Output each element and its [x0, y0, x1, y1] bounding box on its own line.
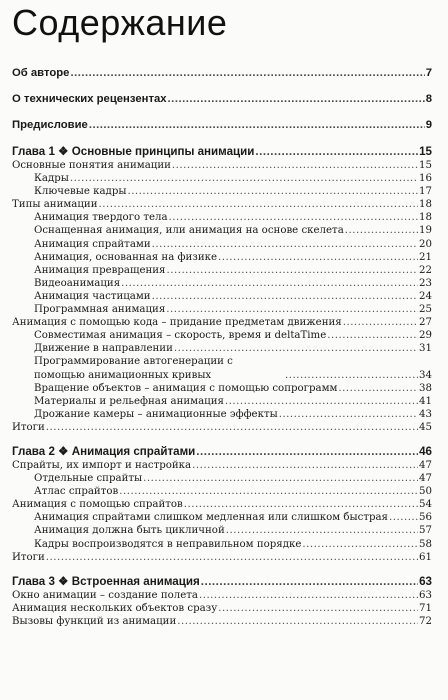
- entry-page: 63: [419, 589, 432, 601]
- dot-leader: [345, 224, 418, 237]
- toc-subentry: [12, 395, 432, 408]
- entry-title: Анимация спрайтами слишком медленная или слишком быстрая: [34, 512, 388, 524]
- toc-subentry: [12, 251, 432, 264]
- entry-title: Видеоанимация: [34, 277, 121, 289]
- toc-subentry: [12, 172, 432, 185]
- entry-page: 50: [419, 486, 432, 498]
- toc-subentry: [12, 224, 432, 237]
- toc-subentry: [12, 329, 432, 342]
- entry-page: 29: [419, 330, 432, 342]
- entry-title: Материалы и рельефная анимация: [34, 395, 224, 407]
- entry-title: Вращение объектов – анимация с помощью сопрограмм: [34, 382, 338, 394]
- entry-title: Кадры воспроизводятся в неправильном порядке: [34, 538, 302, 550]
- entry-page: 72: [419, 615, 432, 627]
- dot-leader: [389, 511, 418, 524]
- toc-entry: [12, 316, 432, 329]
- entry-title: Анимация превращения: [34, 264, 166, 276]
- dot-leader: [192, 459, 418, 472]
- chapter-section: [12, 574, 432, 628]
- dot-leader: [46, 421, 418, 434]
- entry-page: 71: [419, 602, 432, 614]
- dot-leader: [201, 574, 418, 589]
- entry-title: Вызовы функций из анимации: [12, 615, 177, 627]
- table-of-contents: [12, 66, 432, 628]
- entry-page: 22: [419, 264, 432, 276]
- entry-title: Программная анимация: [34, 304, 166, 316]
- dot-leader: [196, 444, 418, 459]
- toc-subentry: [12, 342, 432, 355]
- entry-page: 24: [419, 290, 432, 302]
- entry-page: 17: [419, 186, 432, 198]
- dot-leader: [89, 118, 425, 132]
- toc-subentry: [12, 211, 432, 224]
- chapter-title: Глава 1 ❖ Основные принципы анимации: [12, 145, 255, 158]
- toc-entry: [12, 198, 432, 211]
- entry-page: 27: [419, 317, 432, 329]
- dot-leader: [143, 472, 418, 485]
- entry-title: Анимация нескольких объектов сразу: [12, 602, 218, 614]
- dot-leader: [343, 316, 418, 329]
- dot-leader: [127, 185, 418, 198]
- dot-leader: [199, 589, 418, 602]
- toc-subentry: [12, 238, 432, 251]
- entry-page: 9: [425, 119, 432, 131]
- toc-front-entry: [12, 66, 432, 80]
- toc-entry: [12, 459, 432, 472]
- entry-page: 38: [419, 382, 432, 394]
- entry-page: 54: [419, 499, 432, 511]
- dot-leader: [166, 264, 418, 277]
- chapter-list: [12, 144, 432, 628]
- dot-leader: [338, 382, 418, 395]
- entry-page: 18: [419, 212, 432, 224]
- entry-title: Типы анимации: [12, 199, 98, 211]
- toc-subentry: [12, 538, 432, 551]
- entry-title: Анимация частицами: [34, 290, 151, 302]
- chapter-title: Глава 3 ❖ Встроенная анимация: [12, 574, 200, 588]
- toc-subentry: [12, 290, 432, 303]
- page-title: Содержание: [12, 2, 228, 43]
- dot-leader: [70, 66, 424, 80]
- entry-page: 47: [419, 459, 432, 471]
- toc-subentry: [12, 303, 432, 316]
- entry-page: 47: [419, 473, 432, 485]
- entry-title: Анимация должна быть цикличной: [34, 525, 225, 537]
- entry-title: Об авторе: [12, 67, 70, 79]
- dot-leader: [225, 395, 418, 408]
- toc-entry: [12, 615, 432, 628]
- entry-page: 43: [419, 408, 432, 420]
- entry-page: 45: [419, 421, 432, 433]
- chapter-section: [12, 144, 432, 434]
- dot-leader: [46, 551, 418, 564]
- entry-page: 61: [419, 551, 432, 563]
- chapter-heading: [12, 444, 432, 459]
- toc-subentry: [12, 511, 432, 524]
- entry-page: 15: [419, 160, 432, 171]
- dot-leader: [184, 498, 418, 511]
- chapter-page: 46: [419, 444, 432, 458]
- entry-title: Оснащенная анимация, или анимация на основе скелета: [34, 225, 344, 237]
- entry-title: Программирование автогенерации с помощью анимационных кривых: [34, 356, 233, 381]
- dot-leader: [174, 342, 418, 355]
- entry-page: 18: [419, 199, 432, 211]
- dot-leader: [166, 303, 418, 316]
- entry-title: Окно анимации – создание полета: [12, 589, 198, 601]
- toc-subentry: [12, 472, 432, 485]
- entry-title: Анимация твердого тела: [34, 212, 168, 224]
- entry-page: 25: [419, 304, 432, 316]
- dot-leader: [218, 602, 418, 615]
- toc-subentry: [12, 264, 432, 277]
- entry-title: Анимация с помощью кода – придание предметам движения: [12, 317, 342, 329]
- toc-subentry: [12, 382, 432, 395]
- chapter-heading: [12, 574, 432, 589]
- dot-leader: [218, 251, 418, 264]
- entry-page: 20: [419, 238, 432, 250]
- entry-title: Спрайты, их импорт и настройка: [12, 459, 192, 471]
- entry-page: 23: [419, 277, 432, 289]
- dot-leader: [226, 524, 418, 537]
- entry-page: 57: [419, 525, 432, 537]
- entry-title: Анимация, основанная на физике: [34, 251, 218, 263]
- dot-leader: [70, 172, 418, 185]
- entry-page: 56: [419, 512, 432, 524]
- dot-leader: [152, 238, 418, 251]
- chapter-section: [12, 444, 432, 564]
- entry-page: 19: [419, 225, 432, 237]
- entry-title: Отдельные спрайты: [34, 473, 143, 485]
- entry-title: Итоги: [12, 421, 45, 433]
- toc-subentry: [12, 185, 432, 198]
- entry-title: Анимация с помощью спрайтов: [12, 499, 183, 511]
- toc-subentry: [12, 524, 432, 537]
- dot-leader: [302, 538, 418, 551]
- chapter-title: Глава 2 ❖ Анимация спрайтами: [12, 444, 196, 458]
- entry-title: Итоги: [12, 551, 45, 563]
- toc-subentry: [12, 277, 432, 290]
- toc-subentry: [12, 485, 432, 498]
- entry-title: Анимация спрайтами: [34, 238, 151, 250]
- dot-leader: [172, 159, 418, 172]
- dot-leader: [169, 211, 418, 224]
- toc-entry: [12, 421, 432, 434]
- entry-title: О технических рецензентах: [12, 93, 167, 105]
- toc-entry: [12, 159, 432, 172]
- entry-page: 21: [419, 251, 432, 263]
- entry-page: 34: [419, 369, 432, 381]
- dot-leader: [119, 485, 418, 498]
- entry-page: 7: [425, 67, 432, 79]
- toc-entry: [12, 602, 432, 615]
- dot-leader: [327, 329, 418, 342]
- dot-leader: [255, 144, 418, 159]
- chapter-page: 15: [419, 145, 432, 158]
- entry-page: 58: [419, 538, 432, 550]
- toc-entry: [12, 589, 432, 602]
- dot-leader: [279, 408, 418, 421]
- entry-title: Совместимая анимация – скорость, время и deltaTime: [34, 330, 327, 342]
- toc-front-entry: [12, 92, 432, 106]
- toc-subentry: [12, 408, 432, 421]
- entry-page: 8: [425, 93, 432, 105]
- toc-entry: [12, 498, 432, 511]
- entry-page: 41: [419, 395, 432, 407]
- chapter-page: 63: [419, 574, 432, 588]
- toc-entry: [12, 551, 432, 564]
- entry-title: Предисловие: [12, 119, 88, 131]
- entry-title: Основные понятия анимации: [12, 160, 171, 171]
- entry-title: Движение в направлении: [34, 343, 173, 355]
- dot-leader: [285, 369, 418, 382]
- entry-title: Ключевые кадры: [34, 186, 127, 198]
- entry-title: Дрожание камеры – анимационные эффекты: [34, 408, 278, 420]
- toc-subentry: [12, 355, 432, 381]
- chapter-heading: [12, 144, 432, 159]
- entry-page: 16: [419, 173, 432, 185]
- entry-page: 31: [419, 343, 432, 355]
- entry-title: Атлас спрайтов: [34, 486, 119, 498]
- dot-leader: [177, 615, 418, 628]
- dot-leader: [168, 92, 425, 106]
- dot-leader: [99, 198, 419, 211]
- entry-title: Кадры: [34, 173, 69, 185]
- dot-leader: [121, 277, 418, 290]
- dot-leader: [152, 290, 418, 303]
- toc-front-entry: [12, 118, 432, 132]
